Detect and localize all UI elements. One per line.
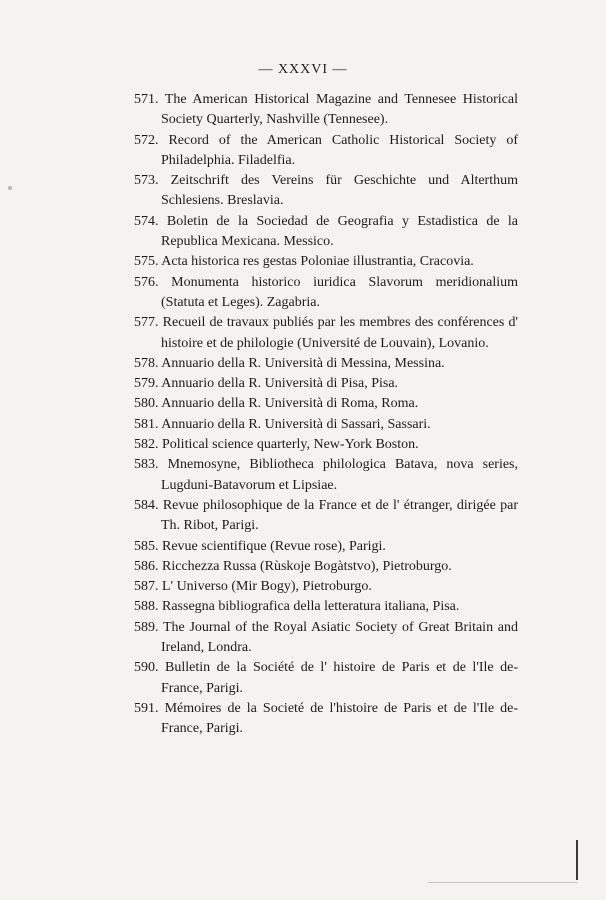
entry-number: 582. — [134, 437, 159, 453]
entry-number: 590. — [134, 660, 159, 676]
bibliography-entry — [134, 537, 518, 557]
entry-text: Annuario della R. Università di Messina, Messina. — [161, 355, 445, 371]
entry-text: The Journal of the Royal Asiatic Society of Great Britain and Ireland, Londra. — [161, 619, 518, 656]
entry-number: 576. — [134, 274, 159, 290]
bibliography-entry — [134, 496, 518, 537]
bibliography-entry — [134, 557, 518, 577]
bibliography-entry — [134, 618, 518, 659]
bibliography-entry — [134, 394, 518, 414]
entry-number: 577. — [134, 315, 159, 331]
bibliography-entry — [134, 374, 518, 394]
entry-text: Annuario della R. Università di Roma, Roma. — [161, 396, 419, 412]
entry-number: 584. — [134, 497, 159, 513]
bibliography-entry — [134, 252, 518, 272]
entry-text: Annuario della R. Università di Pisa, Pisa. — [161, 376, 399, 392]
entry-number: 588. — [134, 599, 159, 615]
entry-text: Recueil de travaux publiés par les membres des conférences d' histoire et de philologie (Université de Louvain), Lovanio. — [161, 315, 519, 351]
entry-text: Record of the American Catholic Historical Society of Philadelphia. Filadelfia. — [161, 132, 518, 168]
bibliography-entry — [134, 597, 518, 617]
entry-number: 586. — [134, 558, 159, 574]
bibliography-entry — [134, 90, 518, 131]
entry-text: Annuario della R. Università di Sassari, Sassari. — [161, 416, 431, 432]
bibliography-entry — [134, 455, 518, 496]
entry-number: 574. — [134, 213, 159, 229]
entry-text: L' Universo (Mir Bogy), Pietroburgo. — [162, 579, 372, 595]
entry-number: 579. — [134, 376, 159, 392]
bibliography-list — [134, 90, 518, 740]
entry-number: 587. — [134, 579, 159, 595]
entry-text: Ricchezza Russa (Rùskoje Bogàtstvo), Pietroburgo. — [162, 558, 452, 574]
entry-text: Bulletin de la Société de l' histoire de Paris et de l'Ile de-France, Parigi. — [161, 660, 518, 696]
bibliography-entry — [134, 435, 518, 455]
entry-number: 572. — [134, 132, 159, 148]
entry-text: Mnemosyne, Bibliotheca philologica Batava, nova series, Lugduni-Batavorum et Lipsiae. — [161, 457, 519, 493]
entry-number: 580. — [134, 396, 159, 412]
entry-text: Zeitschrift des Vereins für Geschichte und Alterthum Schlesiens. Breslavia. — [161, 173, 519, 209]
running-head-page-number: — XXXVI — — [258, 62, 348, 77]
page-edge-mark — [576, 840, 578, 880]
bibliography-entry — [134, 577, 518, 597]
entry-number: 583. — [134, 457, 159, 473]
bibliography-entry — [134, 658, 518, 699]
entry-text: Political science quarterly, New-York Boston. — [162, 437, 419, 453]
entry-number: 585. — [134, 538, 159, 554]
bibliography-entry — [134, 415, 518, 435]
bibliography-entry — [134, 131, 518, 172]
entry-text: The American Historical Magazine and Tennesee Historical Society Quarterly, Nashville (Tennesee). — [161, 92, 518, 128]
bibliography-entry — [134, 699, 518, 740]
entry-text: Revue philosophique de la France et de l' étranger, dirigée par Th. Ribot, Parigi. — [161, 497, 518, 534]
entry-text: Revue scientifique (Revue rose), Parigi. — [162, 538, 386, 554]
entry-number: 578. — [134, 355, 159, 371]
bibliography-entry — [134, 171, 518, 212]
entry-number: 589. — [134, 619, 159, 635]
entry-number: 591. — [134, 700, 159, 716]
entry-number: 571. — [134, 92, 159, 107]
bibliography-entry — [134, 212, 518, 253]
entry-text: Acta historica res gestas Poloniae illustrantia, Cracovia. — [161, 254, 474, 270]
entry-number: 573. — [134, 173, 159, 189]
bibliography-entry — [134, 354, 518, 374]
entry-text: Rassegna bibliografica della letteratura italiana, Pisa. — [162, 599, 460, 615]
entry-number: 581. — [134, 416, 159, 432]
margin-speck — [8, 186, 12, 190]
entry-number: 575. — [134, 254, 159, 270]
bottom-edge-rule — [428, 882, 578, 883]
entry-text: Boletin de la Sociedad de Geografia y Estadistica de la Republica Mexicana. Messico. — [161, 213, 518, 250]
entry-text: Mémoires de la Societé de l'histoire de Paris et de l'Ile de-France, Parigi. — [161, 700, 519, 737]
bibliography-entry — [134, 273, 518, 314]
bibliography-entry — [134, 313, 518, 354]
entry-text: Monumenta historico iuridica Slavorum meridionalium (Statuta et Leges). Zagabria. — [161, 274, 519, 310]
